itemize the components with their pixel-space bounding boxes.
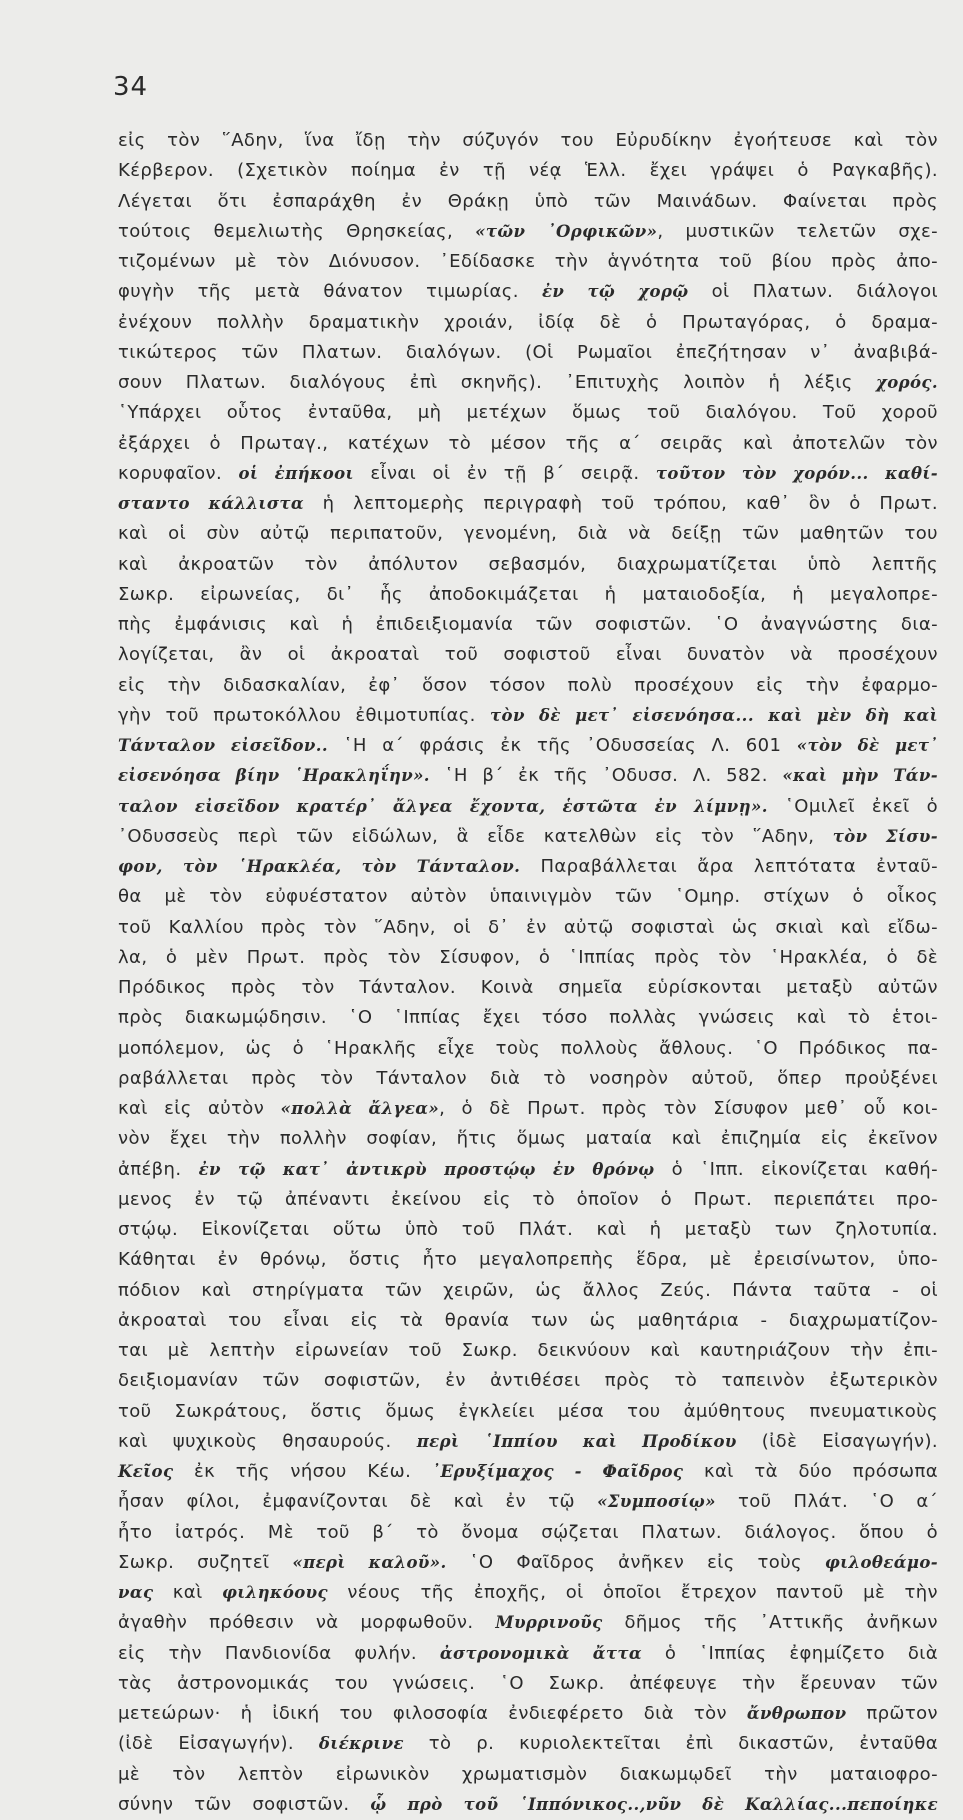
text-segment: , ὁ δὲ Πρωτ. πρὸς τὸν Σίσυφον μεθ᾿ οὗ κοι- [439,1098,939,1119]
text-segment: εἰς τὴν διδασκαλίαν, ἐφ᾿ ὅσον τόσον πολὺ προσέχουν εἰς τὴν ἐφαρμο- [118,674,938,696]
text-line [118,1185,938,1215]
text-line [118,1518,938,1548]
emphasized-text: ἀστρονομικὰ ἄττα [439,1643,642,1663]
emphasized-text: νας [118,1583,154,1602]
text-segment: καὶ εἰς αὐτὸν [118,1098,281,1119]
emphasized-text: «τῶν ᾿Ορφικῶν» [475,221,658,241]
text-line [118,1578,938,1608]
text-segment: καὶ ἀκροατῶν τὸν ἀπόλυτον σεβασμόν, διαχρωματίζεται ὑπὸ λεπτῆς [118,553,938,575]
text-segment: (ἰδὲ Εἰσαγωγήν). [736,1430,938,1452]
emphasized-text: περὶ ῾Ιππίου καὶ Προδίκου [416,1431,737,1451]
text-segment: οἱ Πλατων. διάλογοι [688,281,938,303]
text-segment: ἐκ τῆς νήσου Κέω. [173,1461,432,1482]
text-segment: σουν Πλατων. διαλόγους ἐπὶ σκηνῆς). ᾿Επιτυχὴς λοιπὸν ἡ λέξις [118,372,876,393]
text-segment: ραβάλλεται πρὸς τὸν Τάνταλον διὰ τὸ νοσηρὸν αὐτοῦ, ὅπερ προὐξένει [118,1067,938,1089]
text-line [118,913,938,943]
text-line [118,338,938,368]
text-segment: δῆμος τῆς ᾿Αττικῆς ἀνῆκων [602,1612,938,1634]
text-segment: ὁ ῾Ιππ. εἰκονίζεται καθή- [654,1158,938,1180]
text-line [118,1276,938,1306]
text-line [118,1427,938,1457]
emphasized-text: φιλοθεάμο- [824,1552,938,1572]
text-line [118,1306,938,1336]
text-segment: τικώτερος τῶν Πλατων. διαλόγων. (Οἱ Ρωμαῖοι ἐπεζήτησαν ν᾿ ἀναβιβά- [118,341,938,363]
text-segment: καὶ τὰ δύο πρόσωπα [683,1461,938,1482]
emphasized-text: χορός. [875,373,938,392]
text-segment: τοῦ Καλλίου πρὸς τὸν ῞Αδην, οἱ δ᾿ ἐν αὐτῷ σοφισταὶ ὡς σκιαὶ καὶ εἴδω- [118,916,938,938]
text-segment: λα, ὁ μὲν Πρωτ. πρὸς τὸν Σίσυφον, ὁ ῾Ιππίας πρὸς τὸν ῾Ηρακλέα, ὁ δὲ [118,946,938,968]
text-line [118,761,938,791]
text-line [118,368,938,398]
text-segment: τούτοις θεμελιωτὴς Θρησκείας, [118,220,476,242]
emphasized-text: «καὶ μὴν Τάν- [782,766,938,786]
emphasized-text: «περὶ καλοῦ». [292,1552,447,1572]
emphasized-text: τοῦτον τὸν χορόν... καθί- [655,463,939,483]
text-segment: δειξιομανίαν τῶν σοφιστῶν, ἐν ἀντιθέσει πρὸς τὸ ταπεινὸν ἐξωτερικὸν [118,1370,938,1392]
emphasized-text: φιληκόους [221,1583,328,1602]
text-segment: , μυστικῶν τελετῶν σχε- [657,220,938,242]
text-segment: ται μὲ λεπτὴν εἰρωνείαν τοῦ Σωκρ. δεικνύουν καὶ καυτηριάζουν τὴν ἐπι- [118,1340,938,1361]
text-segment: κορυφαῖον. [118,462,239,484]
emphasized-text: Κεῖος [118,1462,174,1481]
text-segment: σύνην τῶν σοφιστῶν. [118,1793,371,1815]
text-segment: φυγὴν τῆς μετὰ θάνατον τιμωρίας. [118,281,542,303]
text-line [118,1790,938,1820]
text-segment: πόδιον καὶ στηρίγματα τῶν χειρῶν, ὡς ἄλλος Ζεύς. Πάντα ταῦτα - οἱ [118,1279,938,1301]
text-segment: ἀπέβη. [118,1158,199,1180]
emphasized-text: Μυρρινοῦς [495,1613,603,1633]
text-segment: Κέρβερον. (Σχετικὸν ποίημα ἐν τῇ νέᾳ Ἑλλ. ἔχει γράψει ὁ Ραγκαβῆς). [118,160,938,182]
page-number: 34 [113,72,149,102]
text-line [118,1397,938,1427]
text-line [118,1064,938,1094]
text-line [118,1457,938,1487]
text-segment: ἦσαν φίλοι, ἐμφανίζονται δὲ καὶ ἐν τῷ [118,1491,598,1513]
text-line [118,1699,938,1729]
text-line [118,580,938,610]
text-line [118,277,938,307]
text-line [118,459,938,489]
text-segment: καὶ οἱ σὺν αὐτῷ περιπατοῦν, γενομένη, διὰ νὰ δείξῃ τῶν μαθητῶν του [118,523,938,545]
text-line [118,1245,938,1275]
emphasized-text: οἱ ἐπήκοοι [238,463,354,483]
text-segment: καὶ [153,1582,222,1603]
text-segment: μὲ τὸν λεπτὸν εἰρωνικὸν χρωματισμὸν διακωμῳδεῖ τὴν ματαιοφρο- [118,1763,938,1785]
text-segment: ἦτο ἰατρός. Μὲ τοῦ β΄ τὸ ὄνομα σῴζεται Πλατων. διάλογος. ὅπου ὁ [118,1521,938,1543]
text-segment: Παραβάλλεται ἄρα λεπτότατα ἐνταῦ- [520,856,938,877]
text-line [118,640,938,670]
text-segment: πρὸς διακωμῴδησιν. ῾Ο ῾Ιππίας ἔχει τόσο πολλὰς γνώσεις καὶ τὸ ἑτοι- [118,1007,938,1029]
emphasized-text: φον, τὸν ῾Ηρακλέα, τὸν Τάνταλον. [118,857,521,876]
text-line [118,792,938,822]
text-line [118,126,938,156]
text-segment: γὴν τοῦ πρωτοκόλλου ἐθιμοτυπίας. [118,704,491,726]
text-line [118,1487,938,1517]
emphasized-text: τὸν δὲ μετ᾿ εἰσενόησα... καὶ μὲν δὴ καὶ [490,705,938,725]
text-line [118,247,938,277]
text-line [118,701,938,731]
emphasized-text: ᾧ πρὸ τοῦ ῾Ιππόνικος..,νῦν δὲ Καλλίας...πεποίηκε [370,1794,938,1814]
text-line [118,1669,938,1699]
text-line [118,1124,938,1154]
text-line [118,1548,938,1578]
text-segment: Σωκρ. συζητεῖ [118,1551,293,1573]
text-line [118,731,938,761]
emphasized-text: ἐν τῷ χορῷ [542,282,689,302]
emphasized-text: εἰσενόησα βίην ῾Ηρακληΐην». [118,766,430,786]
text-segment: εἰς τὴν Πανδιονίδα φυλήν. [118,1642,440,1664]
text-segment: νέους τῆς ἐποχῆς, οἱ ὁποῖοι ἔτρεχον παντοῦ μὲ τὴν [327,1582,938,1603]
text-segment: καὶ ψυχικοὺς θησαυρούς. [118,1430,417,1452]
text-line [118,852,938,882]
text-segment: μετεώρων· ἡ ἰδική του φιλοσοφία ἐνδιεφέρετο διὰ τὸν [118,1703,747,1724]
text-line [118,1155,938,1185]
text-line [118,1215,938,1245]
text-segment: τοῦ Πλάτ. ῾Ο α΄ [715,1491,938,1513]
text-segment: Πρόδικος πρὸς τὸν Τάνταλον. Κοινὰ σημεῖα εὑρίσκονται μεταξὺ αὐτῶν [118,977,938,998]
text-line [118,1034,938,1064]
text-line [118,1760,938,1790]
text-segment: ῾Ομιλεῖ ἐκεῖ ὁ [767,795,938,817]
text-segment: μοπόλεμον, ὡς ὁ ῾Ηρακλῆς εἶχε τοὺς πολλοὺς ἄθλους. ῾Ο Πρόδικος πα- [118,1037,938,1059]
text-segment: λογίζεται, ἂν οἱ ἀκροαταὶ τοῦ σοφιστοῦ εἶναι δυνατὸν νὰ προσέχουν [118,644,938,666]
text-segment: μενος ἐν τῷ ἀπέναντι ἐκείνου εἰς τὸ ὁποῖον ὁ Πρωτ. περιεπάτει προ- [118,1188,938,1210]
text-segment: ῾Υπάρχει οὗτος ἐνταῦθα, μὴ μετέχων ὅμως τοῦ διαλόγου. Τοῦ χοροῦ [118,402,938,424]
text-segment: θα μὲ τὸν εὐφυέστατον αὐτὸν ὑπαινιγμὸν τῶν ῾Ομηρ. στίχων ὁ οἶκος [118,886,938,908]
emphasized-text: σταντο κάλλιστα [118,494,304,513]
text-segment: τὸ ρ. κυριολεκτεῖται ἐπὶ δικαστῶν, ἐνταῦθα [403,1733,938,1755]
emphasized-text: «πολλὰ ἄλγεα» [280,1099,440,1118]
text-segment: τοῦ Σωκράτους, ὅστις ὅμως ἐγκλείει μέσα του ἀμύθητους πνευματικοὺς [118,1400,938,1422]
emphasized-text: ἄνθρωπον [746,1704,847,1723]
text-line [118,519,938,549]
emphasized-text: «Συμποσίῳ» [597,1492,716,1512]
emphasized-text: «τὸν δὲ μετ᾿ [796,736,938,755]
text-segment: στῴῳ. Εἰκονίζεται οὕτω ὑπὸ τοῦ Πλάτ. καὶ ἡ μεταξὺ των ζηλοτυπία. [118,1219,938,1240]
text-segment: πὴς ἐμφάνισις καὶ ἡ ἐπιδειξιομανία τῶν σοφιστῶν. ῾Ο ἀναγνώστης δια- [118,614,938,635]
text-segment: ἀγαθὴν πρόθεσιν νὰ μορφωθοῦν. [118,1612,496,1634]
text-line [118,610,938,640]
text-line [118,943,938,973]
text-line [118,489,938,519]
text-line [118,1336,938,1366]
text-segment: τιζομένων μὲ τὸν Διόνυσον. ᾿Εδίδασκε τὴν ἁγνότητα τοῦ βίου πρὸς ἀπο- [118,251,938,272]
text-line [118,1366,938,1396]
text-line [118,1094,938,1124]
body-text [118,126,938,1820]
emphasized-text: διέκρινε [318,1734,404,1754]
text-line [118,1608,938,1638]
text-line [118,308,938,338]
text-segment: Κάθηται ἐν θρόνῳ, ὅστις ἦτο μεγαλοπρεπὴς ἕδρα, μὲ ἐρεισίνωτον, ὑπο- [118,1249,938,1271]
text-segment: πρῶτον [846,1703,938,1724]
text-segment: τὰς ἀστρονομικάς του γνώσεις. ῾Ο Σωκρ. ἀπέφευγε τὴν ἔρευναν τῶν [118,1672,938,1694]
emphasized-text: ταλον εἰσεῖδον κρατέρ᾿ ἄλγεα ἔχοντα, ἑστῶτα ἐν λίμνῃ». [118,796,768,816]
text-line [118,671,938,701]
text-segment: Λέγεται ὅτι ἐσπαράχθη ἐν Θράκῃ ὑπὸ τῶν Μαινάδων. Φαίνεται πρὸς [118,190,938,212]
text-line [118,882,938,912]
text-segment: εἶναι οἱ ἐν τῇ β΄ σειρᾷ. [353,462,656,484]
text-segment: ῾Η β΄ ἐκ τῆς ᾿Οδυσσ. Λ. 582. [429,765,783,787]
text-line [118,217,938,247]
text-line [118,156,938,186]
text-line [118,973,938,1003]
text-line [118,822,938,852]
text-line [118,1639,938,1669]
text-segment: ῾Η α΄ φράσις ἐκ τῆς ᾿Οδυσσείας Λ. 601 [328,735,797,756]
text-segment: (ἰδὲ Εἰσαγωγήν). [118,1733,319,1755]
emphasized-text: Τάνταλον εἰσεῖδον.. [118,736,329,755]
emphasized-text: τὸν Σίσυ- [832,826,938,846]
text-line [118,429,938,459]
text-segment: ῾Ο Φαῖδρος ἀνῆκεν εἰς τοὺς [446,1551,825,1573]
text-segment: ᾿Οδυσσεὺς περὶ τῶν εἰδώλων, ἃ εἶδε κατελθὼν εἰς τὸν ῞Αδην, [118,825,833,847]
text-line [118,1003,938,1033]
text-line [118,1729,938,1759]
text-line [118,550,938,580]
text-line [118,187,938,217]
text-segment: Σωκρ. εἰρωνείας, δι᾿ ἧς ἀποδοκιμάζεται ἡ ματαιοδοξία, ἡ μεγαλοπρε- [118,583,938,605]
emphasized-text: ἐν τῷ κατ᾿ ἀντικρὺ προστῴῳ ἐν θρόνῳ [198,1159,655,1179]
text-segment: ἀκροαταὶ του εἶναι εἰς τὰ θρανία των ὡς μαθητάρια - διαχρωματίζον- [118,1309,938,1331]
text-segment: ὁ ῾Ιππίας ἐφημίζετο διὰ [641,1642,938,1664]
text-segment: ἐνέχουν πολλὴν δραματικὴν χροιάν, ἰδίᾳ δὲ ὁ Πρωταγόρας, ὁ δραμα- [118,311,938,333]
text-segment: νὸν ἔχει τὴν πολλὴν σοφίαν, ἥτις ὅμως ματαία καὶ ἐπιζημία εἰς ἐκεῖνον [118,1128,938,1150]
text-segment: εἰς τὸν ῞Αδην, ἵνα ἴδῃ τὴν σύζυγόν του Εὐρυδίκην ἐγοήτευσε καὶ τὸν [118,130,938,151]
text-line [118,398,938,428]
text-segment: ἡ λεπτομερὴς περιγραφὴ τοῦ τρόπου, καθ᾿ ὃν ὁ Πρωτ. [303,493,938,514]
text-segment: ἐξάρχει ὁ Πρωταγ., κατέχων τὸ μέσον τῆς α΄ σειρᾶς καὶ ἀποτελῶν τὸν [118,432,938,454]
emphasized-text: ᾿Ερυξίμαχος - Φαῖδρος [431,1462,684,1481]
